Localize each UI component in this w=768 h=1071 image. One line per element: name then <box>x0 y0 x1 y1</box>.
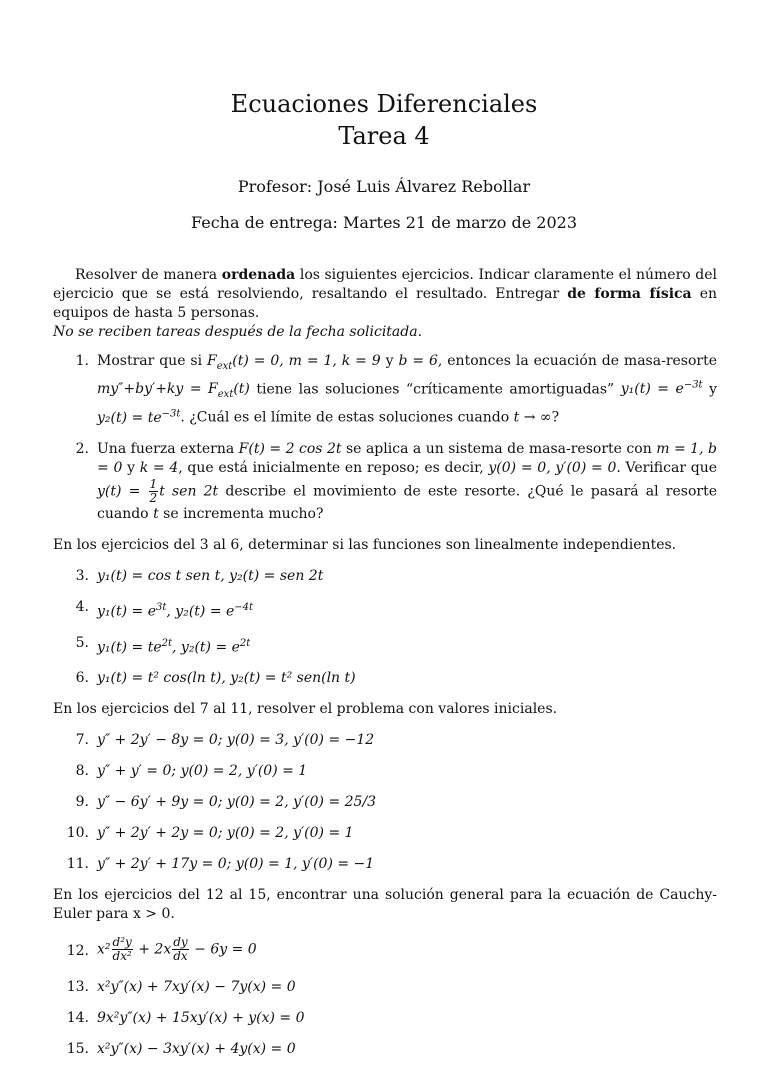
exercise-math: y″ + 2y′ + 2y = 0; y(0) = 2, y′(0) = 1 <box>97 825 354 842</box>
intro-bold-forma-fisica: de forma física <box>567 286 692 302</box>
math-part: − 6y = 0 <box>189 941 257 958</box>
math: t → ∞ <box>513 409 552 426</box>
math-superscript: −3t <box>683 379 703 391</box>
exercise-math <box>97 634 717 658</box>
exercise-number: 11. <box>66 856 89 873</box>
exercise-12 <box>53 936 717 966</box>
exercise-number: 7. <box>75 732 89 749</box>
math <box>97 410 180 426</box>
math-part: y₂(t) = te <box>97 409 162 426</box>
exercise-15 <box>53 1040 717 1059</box>
fraction-denominator: 2 <box>149 490 158 505</box>
math-superscript: −4t <box>234 601 254 613</box>
exercise-number: 3. <box>75 567 89 584</box>
math <box>206 353 381 372</box>
exercise-9 <box>53 793 717 812</box>
text: se incrementa mucho? <box>158 505 324 522</box>
math-part: y₁(t) = e <box>620 381 684 398</box>
fraction <box>172 936 188 963</box>
section-lead-3-6: En los ejercicios del 3 al 6, determinar si las funciones son linealmente independientes. <box>53 536 677 553</box>
math-superscript: 2t <box>161 637 173 649</box>
exercise-text <box>97 352 717 428</box>
exercise-number: 15. <box>66 1041 89 1058</box>
section-lead-7-11: En los ejercicios del 7 al 11, resolver el problema con valores iniciales. <box>53 701 558 718</box>
text: se aplica a un sistema de masa-resorte con <box>341 440 657 457</box>
exercise-math: x²y″(x) − 3xy′(x) + 4y(x) = 0 <box>97 1041 296 1058</box>
math-part: + 2x <box>133 941 172 958</box>
exercise-math: y₁(t) = t² cos(ln t), y₂(t) = t² sen(ln t) <box>97 670 356 687</box>
exercise-number: 13. <box>66 979 89 996</box>
math-part: (t) <box>233 381 250 398</box>
math <box>621 381 703 397</box>
exercise-number: 10. <box>66 825 89 842</box>
intro-italic-note: No se reciben tareas después de la fecha solicitada. <box>53 324 423 340</box>
exercise-8 <box>53 762 717 781</box>
math-subscript: ext <box>216 360 233 372</box>
math-part: x² <box>97 941 111 958</box>
exercise-number: 5. <box>75 634 89 651</box>
fraction-denominator: dx² <box>112 949 132 964</box>
fraction-denominator: dx <box>173 949 188 964</box>
math-superscript: 2t <box>239 637 251 649</box>
text: ? <box>551 409 560 426</box>
fraction <box>149 478 159 505</box>
math-part: y₁(t) = e <box>97 603 156 620</box>
text: y <box>380 353 399 369</box>
exercise-11 <box>53 855 717 874</box>
exercise-number: 14. <box>66 1010 89 1027</box>
text: tiene las soluciones “críticamente amortiguadas” <box>249 381 621 398</box>
fraction <box>112 936 133 963</box>
exercise-1 <box>53 352 717 428</box>
text: Mostrar que si <box>97 353 207 369</box>
exercise-number: 8. <box>75 763 89 780</box>
math: F(t) = 2 cos 2t <box>238 440 342 457</box>
exercise-3 <box>53 567 717 586</box>
exercise-5 <box>53 634 717 658</box>
exercise-4 <box>53 598 717 622</box>
professor-line: Profesor: José Luis Álvarez Rebollar <box>237 177 531 196</box>
due-date-line: Fecha de entrega: Martes 21 de marzo de 2023 <box>191 213 577 232</box>
math: k = 4 <box>139 459 179 476</box>
math: t <box>153 505 159 522</box>
math <box>97 381 250 401</box>
exercise-number: 6. <box>75 670 89 687</box>
text: Una fuerza externa <box>97 440 239 457</box>
intro-text-1: Resolver de manera <box>75 267 222 283</box>
exercise-math: x²y″(x) + 7xy′(x) − 7y(x) = 0 <box>97 979 296 996</box>
exercise-13 <box>53 978 717 997</box>
exercise-number: 4. <box>75 598 89 615</box>
math-part: , y₂(t) = e <box>166 603 235 620</box>
section-lead-12-15: En los ejercicios del 12 al 15, encontrar una solución general para la ecuación de Cauchy-Euler para x > 0. <box>53 887 717 923</box>
exercise-6 <box>53 669 717 688</box>
math-part: my″+by′+ky = F <box>97 381 218 398</box>
exercise-list <box>53 352 717 1071</box>
exercise-7 <box>53 731 717 750</box>
exercise-math: y″ + y′ = 0; y(0) = 2, y′(0) = 1 <box>97 763 308 780</box>
exercise-10 <box>53 824 717 843</box>
intro-bold-ordenada: ordenada <box>221 267 296 283</box>
fraction-numerator: 1 <box>149 476 158 491</box>
math: m = 1, b = 0 <box>97 440 717 476</box>
exercise-number: 12. <box>66 943 89 960</box>
math-part: F <box>206 353 217 369</box>
exercise-math <box>97 936 717 966</box>
text: , que está inicialmente en reposo; es decir, <box>178 459 489 476</box>
exercise-14 <box>53 1009 717 1028</box>
exercise-number: 2. <box>75 440 89 457</box>
math-subscript: ext <box>217 389 234 401</box>
math: b = 6 <box>398 353 438 369</box>
text: , entonces la ecuación de masa-resorte <box>437 353 718 369</box>
text: y <box>702 381 717 398</box>
page-title: Ecuaciones Diferenciales <box>230 90 538 118</box>
math-superscript: −3t <box>161 408 181 420</box>
intro-text-3: en equipos de hasta 5 personas. <box>53 286 718 321</box>
exercise-math: y″ − 6y′ + 9y = 0; y(0) = 2, y′(0) = 25/3 <box>97 794 377 811</box>
exercise-math: y″ + 2y′ + 17y = 0; y(0) = 1, y′(0) = −1 <box>97 856 375 873</box>
fraction-numerator: d²y <box>112 935 132 950</box>
math-part: , y₂(t) = e <box>172 639 240 656</box>
instructions-paragraph <box>53 266 717 342</box>
text: . ¿Cuál es el límite de estas soluciones cuando <box>180 409 514 426</box>
exercise-math: y₁(t) = cos t sen t, y₂(t) = sen 2t <box>97 567 324 584</box>
exercise-text <box>97 440 717 524</box>
math: y(0) = 0, y′(0) = 0 <box>488 459 617 476</box>
exercise-math: y″ + 2y′ − 8y = 0; y(0) = 3, y′(0) = −12 <box>97 732 375 749</box>
exercise-math: 9x²y″(x) + 15xy′(x) + y(x) = 0 <box>97 1010 305 1027</box>
math-superscript: 3t <box>156 601 167 613</box>
text: . Verificar que <box>616 459 718 476</box>
math-part: (t) = 0, m = 1, k = 9 <box>232 353 381 369</box>
page-subtitle: Tarea 4 <box>338 122 430 150</box>
math: t sen 2t <box>159 483 219 500</box>
fraction-numerator: dy <box>173 935 188 950</box>
math: y(t) = <box>97 483 148 500</box>
exercise-number: 1. <box>75 353 89 369</box>
math-part: y₁(t) = te <box>97 639 162 656</box>
exercise-math <box>97 598 717 622</box>
text: y <box>122 459 140 476</box>
intro-text-2: los siguientes ejercicios. Indicar claramente el número del ejercicio que se está resolviendo, resaltando el resultado. Entregar <box>53 267 717 302</box>
exercise-2 <box>53 440 717 524</box>
text: describe el movimiento de este resorte. ¿Qué le pasará al resorte cuando <box>97 483 717 522</box>
exercise-number: 9. <box>75 794 89 811</box>
